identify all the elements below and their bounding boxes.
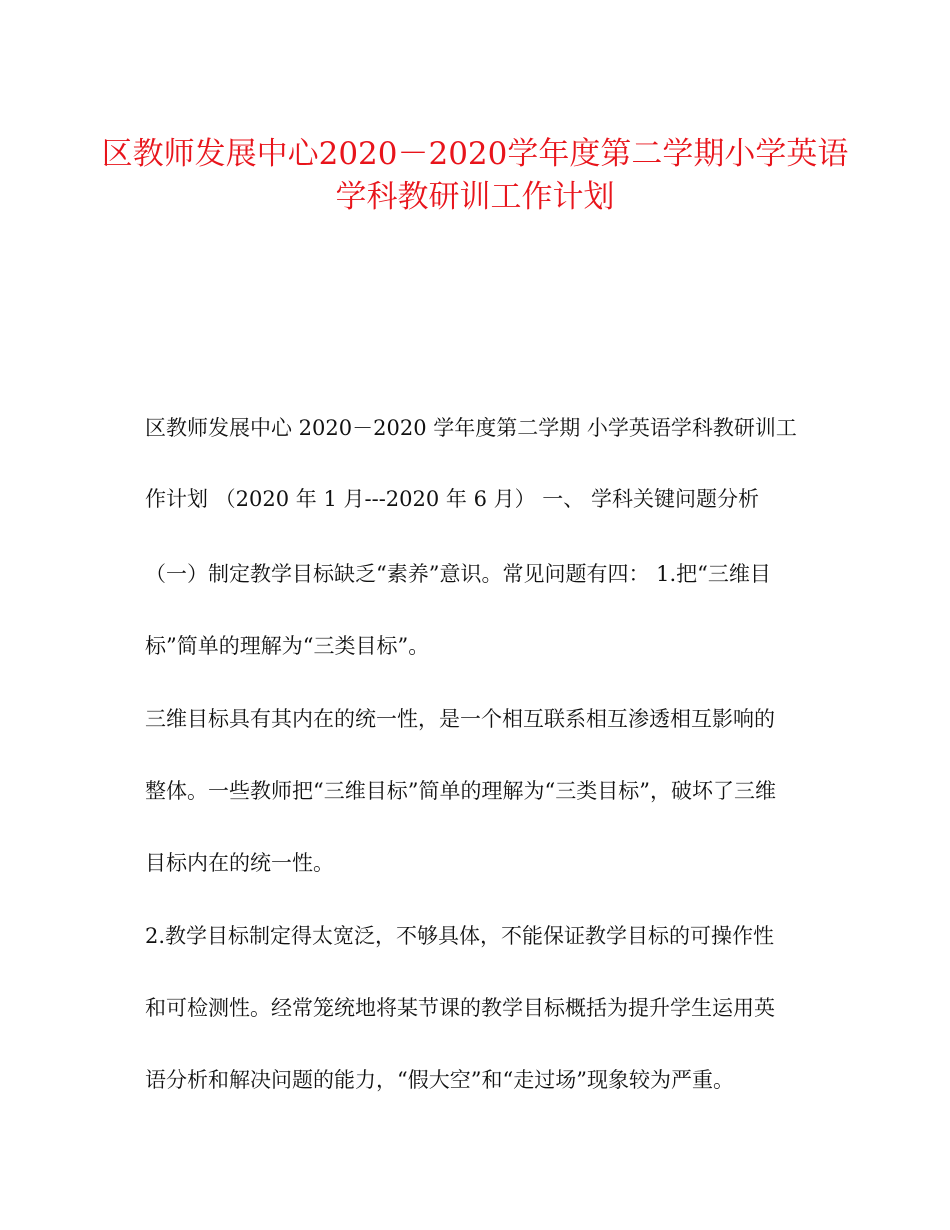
body-line-8: 2.教学目标制定得太宽泛，不够具体，不能保证教学目标的可操作性 — [145, 924, 775, 948]
document-title-line-2: 学科教研训工作计划 — [335, 179, 615, 215]
body-line-5: 三维目标具有其内在的统一性，是一个相互联系相互渗透相互影响的 — [145, 707, 775, 731]
body-line-3: （一）制定教学目标缺乏“素养”意识。常见问题有四： 1.把“三维目 — [145, 562, 771, 586]
document-title-line-1: 区教师发展中心2020－2020学年度第二学期小学英语 — [101, 136, 849, 172]
body-line-4: 标”简单的理解为“三类目标”。 — [145, 634, 430, 658]
body-line-1: 区教师发展中心 2020－2020 学年度第二学期 小学英语学科教研训工 — [145, 416, 797, 440]
body-line-2: 作计划 （2020 年 1 月---2020 年 6 月） 一、 学科关键问题分析 — [145, 487, 759, 511]
body-line-7: 目标内在的统一性。 — [145, 851, 334, 875]
body-line-10: 语分析和解决问题的能力，“假大空”和“走过场”现象较为严重。 — [145, 1068, 734, 1092]
body-line-6: 整体。一些教师把“三维目标”简单的理解为“三类目标”，破坏了三维 — [145, 779, 776, 803]
body-line-9: 和可检测性。经常笼统地将某节课的教学目标概括为提升学生运用英 — [145, 996, 775, 1020]
